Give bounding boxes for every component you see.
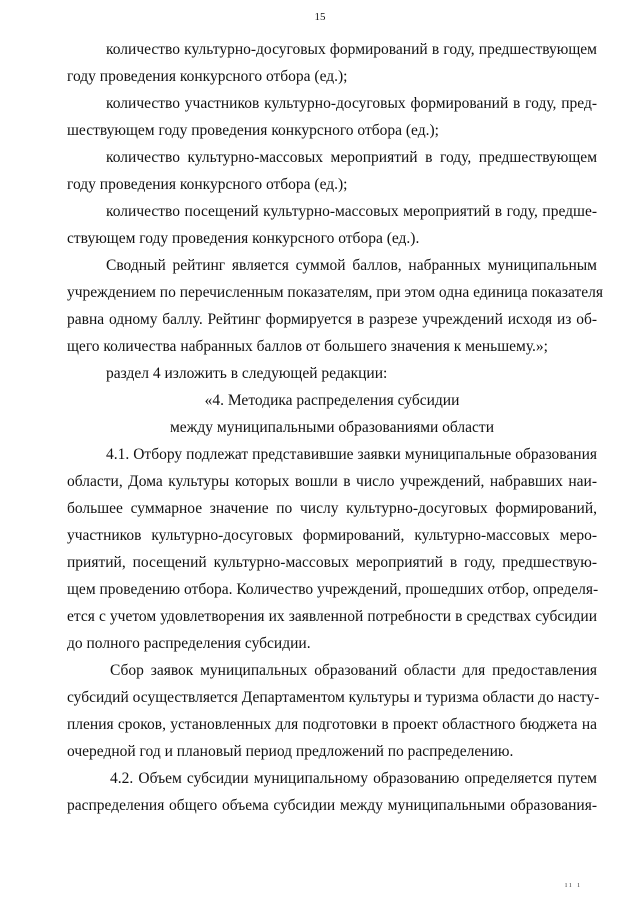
text-line: количество культурно-массовых мероприятий в году, предшествующем	[106, 149, 597, 166]
text-line: количество культурно-досуговых формирований в году, предшествующем	[106, 41, 597, 58]
text-line: щем проведению отбора. Количество учреждений, прошедших отбор, определя-	[67, 581, 599, 598]
text-line: субсидий осуществляется Департаментом культуры и туризма области до насту-	[67, 689, 600, 706]
text-line: ствующем году проведения конкурсного отбора (ед.).	[67, 230, 420, 247]
text-line: щего количества набранных баллов от большего значения к меньшему.»;	[67, 338, 548, 355]
page-number: 15	[314, 11, 326, 23]
text-line: до полного распределения субсидии.	[67, 635, 311, 652]
text-line: ется с учетом удовлетворения их заявленной потребности в средствах субсидии	[67, 608, 597, 625]
text-line: 4.1. Отбору подлежат представившие заявки муниципальные образования	[106, 446, 597, 463]
text-line: области, Дома культуры которых вошли в число учреждений, набравших наи-	[67, 473, 597, 490]
text-line: учреждением по перечисленным показателям, при этом одна единица показателя	[67, 284, 603, 301]
text-line: Сводный рейтинг является суммой баллов, набранных муниципальным	[106, 257, 597, 274]
text-line: количество участников культурно-досуговых формирований в году, пред-	[106, 95, 597, 112]
section-heading: «4. Методика распределения субсидии	[204, 392, 460, 409]
text-line: 4.2. Объем субсидии муниципальному образованию определяется путем	[110, 770, 597, 787]
text-line: большее суммарное значение по числу культурно-досуговых формирований,	[67, 500, 597, 517]
text-line: приятий, посещений культурно-массовых мероприятий в году, предшествую-	[67, 554, 597, 571]
text-line: участников культурно-досуговых формирований, культурно-массовых меро-	[67, 527, 597, 544]
text-line: пления сроков, установленных для подготовки в проект областного бюджета на	[67, 716, 597, 733]
text-line: раздел 4 изложить в следующей редакции:	[106, 365, 388, 382]
text-line: году проведения конкурсного отбора (ед.);	[67, 68, 348, 85]
text-line: распределения общего объема субсидии между муниципальными образования-	[67, 797, 597, 814]
text-line: очередной год и плановый период предложений по распределению.	[67, 743, 514, 760]
text-line: Сбор заявок муниципальных образований области для предоставления	[110, 662, 597, 679]
text-line: равна одному баллу. Рейтинг формируется в разрезе учреждений исходя из об-	[67, 311, 597, 328]
footer-mark: ıı ı	[565, 880, 582, 889]
section-heading: между муниципальными образованиями области	[169, 419, 494, 436]
text-line: году проведения конкурсного отбора (ед.);	[67, 176, 348, 193]
text-line: шествующем году проведения конкурсного отбора (ед.);	[67, 122, 439, 139]
text-line: количество посещений культурно-массовых мероприятий в году, предше-	[106, 203, 597, 220]
